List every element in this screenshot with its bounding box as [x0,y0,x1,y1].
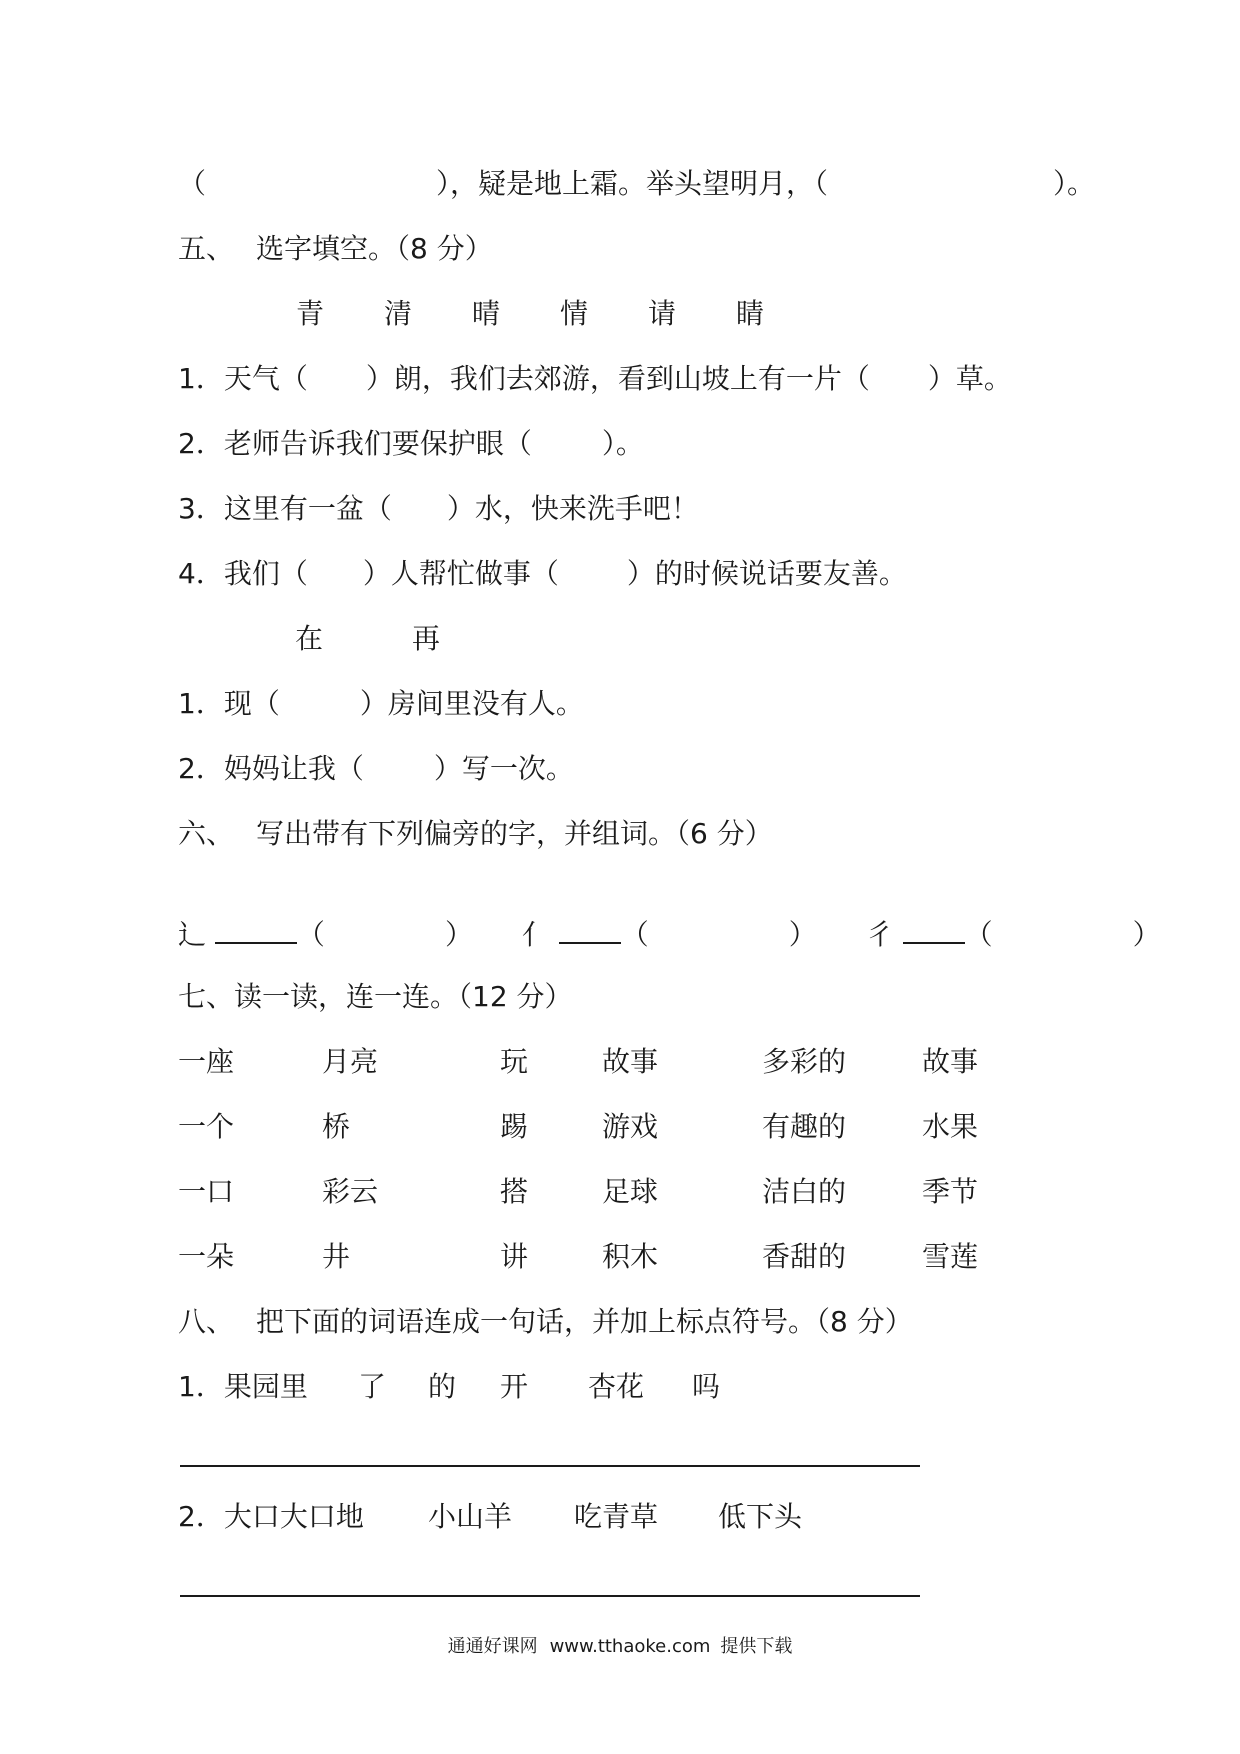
match-word: 搭 [500,1175,529,1208]
char-option: 请 [648,297,677,330]
match-word: 游戏 [602,1110,659,1143]
s5b-question-1: 1．现（ ）房间里没有人。 [178,687,584,720]
match-word: 季节 [922,1175,979,1208]
word-token: 了 [358,1370,387,1403]
word-token: 2．大口大口地 [178,1500,364,1533]
match-word: 一口 [178,1175,235,1208]
match-word: 有趣的 [762,1110,847,1143]
section-7-heading: 七、读一读，连一连。（12 分） [178,980,573,1013]
match-word: 故事 [602,1045,659,1078]
match-word: 洁白的 [762,1175,847,1208]
answer-line [180,1595,920,1597]
char-option: 清 [384,297,413,330]
match-word: 桥 [322,1110,351,1143]
match-word: 讲 [500,1240,529,1273]
match-word: 故事 [922,1045,979,1078]
match-word: 玩 [500,1045,529,1078]
match-word: 月亮 [322,1045,379,1078]
match-word: 一朵 [178,1240,235,1273]
word-token: 小山羊 [428,1500,513,1533]
word-token: 开 [500,1370,529,1403]
section-6-heading: 六、 写出带有下列偏旁的字，并组词。（6 分） [178,817,773,850]
match-word: 井 [322,1240,351,1273]
char-option: 情 [560,297,589,330]
footer-credit: 通通好课网 www.tthaoke.com 提供下载 [447,1636,793,1657]
char-option: 青 [296,297,325,330]
match-word: 水果 [922,1110,979,1143]
match-word: 彩云 [322,1175,379,1208]
word-token: 的 [428,1370,457,1403]
match-word: 香甜的 [762,1240,847,1273]
match-word: 足球 [602,1175,659,1208]
radical-item: 辶 （ ） [178,918,473,951]
match-word: 一个 [178,1110,235,1143]
radical-item: 彳 （ ） [866,918,1161,951]
s5-question-3: 3．这里有一盆（ ）水，快来洗手吧！ [178,492,699,525]
s5b-question-2: 2．妈妈让我（ ）写一次。 [178,752,574,785]
match-word: 多彩的 [762,1045,847,1078]
match-word: 雪莲 [922,1240,979,1273]
match-word: 一座 [178,1045,235,1078]
char-option: 睛 [736,297,765,330]
section-5-heading: 五、 选字填空。（8 分） [178,232,493,265]
s5-question-1: 1．天气（ ）朗，我们去郊游，看到山坡上有一片（ ）草。 [178,362,1012,395]
section-8-heading: 八、 把下面的词语连成一句话，并加上标点符号。（8 分） [178,1305,913,1338]
char-option: 晴 [472,297,501,330]
word-token: 低下头 [718,1500,803,1533]
s5-question-4: 4．我们（ ）人帮忙做事（ ）的时候说话要友善。 [178,557,907,590]
radical-item: 亻 （ ） [522,918,817,951]
word-token: 吗 [692,1370,721,1403]
poem-line: （ ），疑是地上霜。举头望明月，（ ）。 [178,167,1096,200]
word-token: 杏花 [588,1370,645,1403]
s6-radicals-line [178,912,1161,952]
char-option: 再 [412,622,441,655]
s5-question-2: 2．老师告诉我们要保护眼（ ）。 [178,427,644,460]
word-token: 1．果园里 [178,1370,308,1403]
match-word: 踢 [500,1110,529,1143]
word-token: 吃青草 [574,1500,659,1533]
match-word: 积木 [602,1240,659,1273]
answer-line [180,1465,920,1467]
char-option: 在 [295,622,324,655]
